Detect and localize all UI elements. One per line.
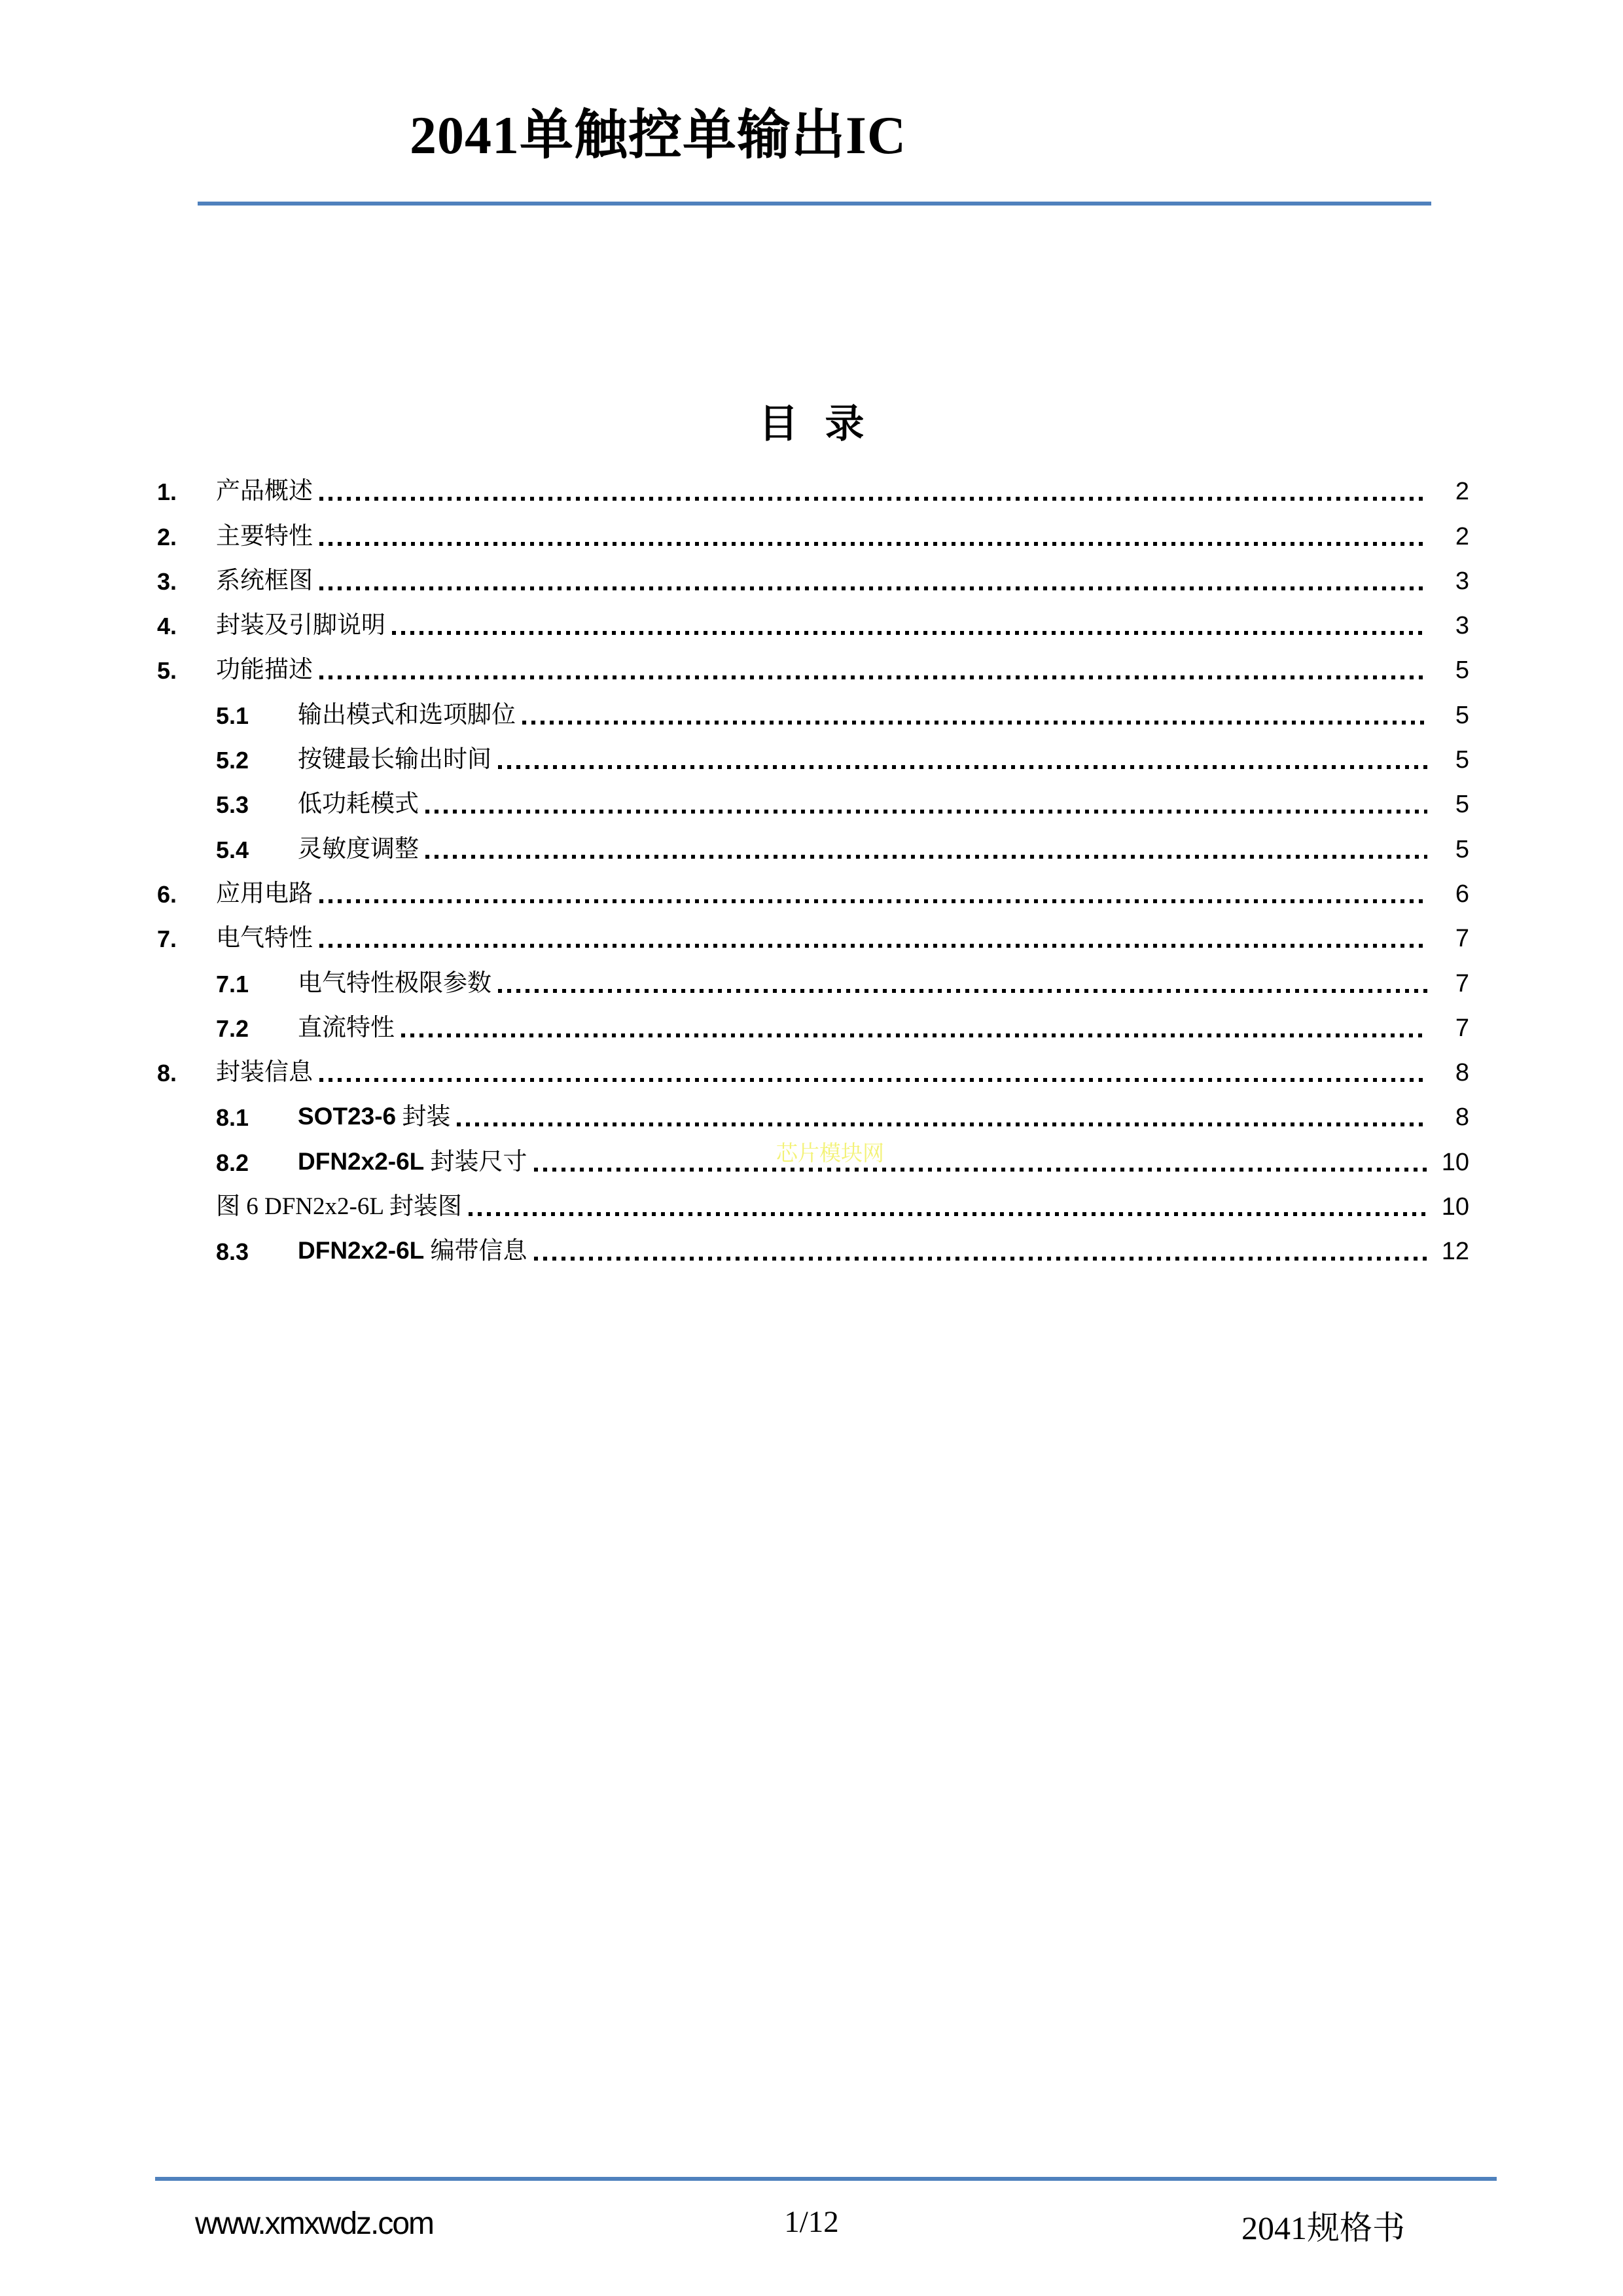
toc-item-label bbox=[298, 963, 491, 998]
toc-item-page: 8 bbox=[1455, 1103, 1469, 1132]
toc-item-number: 5.2 bbox=[216, 747, 249, 774]
toc-item-label bbox=[298, 1230, 527, 1266]
toc-item-label-text: 灵敏度调整 bbox=[298, 835, 419, 863]
toc-item bbox=[157, 1049, 1469, 1093]
toc-leader-dots bbox=[319, 1078, 1427, 1082]
toc-item-number: 7.2 bbox=[216, 1014, 249, 1042]
toc-item-bold-prefix: SOT23-6 bbox=[298, 1103, 397, 1130]
toc-item-label-text: 按键最长输出时间 bbox=[298, 746, 491, 774]
toc-item bbox=[157, 914, 1469, 959]
toc-item-page: 5 bbox=[1455, 835, 1469, 863]
toc-item-page: 5 bbox=[1455, 656, 1469, 685]
toc-item-number: 1. bbox=[157, 478, 177, 506]
toc-item-label bbox=[216, 918, 313, 953]
toc-item-label bbox=[216, 649, 313, 685]
toc-leader-dots bbox=[401, 1033, 1427, 1037]
toc-item-label-text: 输出模式和选项脚位 bbox=[298, 701, 516, 728]
toc-leader-dots bbox=[498, 989, 1427, 993]
toc-item-number: 8.2 bbox=[216, 1149, 249, 1176]
toc-item bbox=[157, 601, 1469, 646]
toc-leader-dots bbox=[469, 1212, 1427, 1216]
toc-item-label-text: 封装信息 bbox=[216, 1059, 313, 1086]
toc-leader-dots bbox=[534, 1257, 1427, 1261]
toc-item-number: 5.4 bbox=[216, 836, 249, 863]
toc-leader-dots bbox=[319, 586, 1427, 590]
footer-rule bbox=[155, 2177, 1497, 2181]
toc-item bbox=[157, 557, 1469, 601]
toc-item-bold-prefix: DFN2x2-6L bbox=[298, 1237, 425, 1265]
toc-item-page: 8 bbox=[1455, 1059, 1469, 1087]
toc-heading: 目 录 bbox=[758, 403, 865, 446]
toc-item-page: 12 bbox=[1441, 1238, 1469, 1266]
toc-item-number: 8. bbox=[157, 1060, 177, 1087]
toc-item-label-text: 电气特性 bbox=[216, 925, 313, 952]
toc-item bbox=[157, 780, 1469, 825]
toc-item-page: 2 bbox=[1455, 478, 1469, 506]
toc-leader-dots bbox=[392, 631, 1427, 635]
toc-item-page: 2 bbox=[1455, 522, 1469, 550]
toc-item-page: 7 bbox=[1455, 925, 1469, 953]
footer-doc-label: 2041规格书 bbox=[1241, 2210, 1405, 2246]
toc-item-label bbox=[216, 1052, 313, 1087]
toc-item-label bbox=[216, 560, 313, 596]
toc-item-label bbox=[216, 1186, 462, 1221]
toc-item-label-text: 应用电路 bbox=[216, 880, 313, 907]
toc-item-label-text: 封装尺寸 bbox=[424, 1148, 527, 1175]
toc-leader-dots bbox=[319, 542, 1427, 546]
toc-item-number: 5. bbox=[157, 657, 177, 685]
toc-item-label bbox=[298, 739, 491, 774]
toc-item bbox=[157, 870, 1469, 914]
toc-leader-dots bbox=[319, 944, 1427, 948]
toc-item-number: 7. bbox=[157, 925, 177, 953]
toc-item-label bbox=[298, 1007, 395, 1043]
toc-item-page: 10 bbox=[1441, 1193, 1469, 1221]
toc-item-number: 5.3 bbox=[216, 791, 249, 819]
toc-item-number: 7.1 bbox=[216, 970, 249, 997]
watermark-text: 芯片模块网 bbox=[776, 1141, 884, 1165]
toc-item bbox=[157, 1183, 1469, 1227]
toc-item-label-text: 直流特性 bbox=[298, 1014, 395, 1041]
toc-item-label-text: 系统框图 bbox=[216, 567, 313, 594]
toc-item-number: 2. bbox=[157, 523, 177, 550]
toc-item-page: 5 bbox=[1455, 746, 1469, 774]
toc-item bbox=[157, 646, 1469, 691]
toc-item-bold-prefix: DFN2x2-6L bbox=[298, 1147, 425, 1175]
toc-leader-dots bbox=[319, 899, 1427, 903]
toc-item-label bbox=[298, 1141, 527, 1177]
toc-item-label bbox=[298, 694, 516, 730]
toc-item-number: 5.1 bbox=[216, 702, 249, 729]
toc-item-page: 6 bbox=[1455, 880, 1469, 908]
toc-leader-dots bbox=[522, 721, 1427, 725]
toc-leader-dots bbox=[425, 855, 1427, 859]
toc-item-page: 7 bbox=[1455, 969, 1469, 997]
toc-item-number: 8.1 bbox=[216, 1104, 249, 1132]
toc-item-label-text: 编带信息 bbox=[424, 1238, 527, 1265]
toc-item bbox=[157, 691, 1469, 735]
toc-item-number: 6. bbox=[157, 880, 177, 908]
toc-item-number: 4. bbox=[157, 613, 177, 640]
toc-item-label-text: 低功耗模式 bbox=[298, 791, 419, 818]
page-title: 2041单触控单输出IC bbox=[410, 105, 907, 165]
toc-item-label bbox=[216, 873, 313, 908]
toc-item bbox=[157, 736, 1469, 780]
toc-item bbox=[157, 1227, 1469, 1272]
toc-item-number: 8.3 bbox=[216, 1238, 249, 1266]
toc-leader-dots bbox=[319, 497, 1427, 501]
toc-leader-dots bbox=[534, 1168, 1427, 1172]
toc-item-label-text: 封装 bbox=[396, 1103, 451, 1131]
toc-leader-dots bbox=[319, 675, 1427, 679]
toc-item bbox=[157, 1004, 1469, 1049]
toc-item-page: 10 bbox=[1441, 1148, 1469, 1176]
toc-item-label-text: 电气特性极限参数 bbox=[298, 969, 491, 997]
toc-item bbox=[157, 825, 1469, 869]
toc-item-label-text: 主要特性 bbox=[216, 522, 313, 550]
toc-item-page: 5 bbox=[1455, 701, 1469, 729]
toc-item-page: 7 bbox=[1455, 1014, 1469, 1042]
toc-item-label bbox=[216, 516, 313, 551]
toc-item-label bbox=[298, 829, 419, 864]
toc-item-label-text: 封装及引脚说明 bbox=[216, 612, 385, 639]
toc-item bbox=[157, 512, 1469, 556]
toc-item-page: 3 bbox=[1455, 612, 1469, 640]
toc-leader-dots bbox=[498, 765, 1427, 769]
toc-item bbox=[157, 467, 1469, 512]
footer-website: www.xmxwdz.com bbox=[195, 2206, 434, 2241]
header-rule bbox=[198, 202, 1431, 206]
toc-item bbox=[157, 959, 1469, 1003]
toc-item-label-text: 功能描述 bbox=[216, 656, 313, 684]
toc-item-label-text: 产品概述 bbox=[216, 478, 313, 505]
toc-item-number: 3. bbox=[157, 567, 177, 595]
toc-item bbox=[157, 1093, 1469, 1138]
footer-page-indicator: 1/12 bbox=[784, 2205, 839, 2239]
toc-item-page: 3 bbox=[1455, 567, 1469, 595]
toc-item-page: 5 bbox=[1455, 791, 1469, 819]
toc-item-label-text: 图 6 DFN2x2-6L 封装图 bbox=[216, 1193, 462, 1221]
toc-item-label bbox=[216, 471, 313, 506]
toc-leader-dots bbox=[425, 810, 1427, 814]
toc-leader-dots bbox=[457, 1122, 1427, 1126]
toc-item-label bbox=[298, 783, 419, 819]
toc-item-label bbox=[216, 605, 385, 640]
toc-item-label bbox=[298, 1096, 450, 1132]
